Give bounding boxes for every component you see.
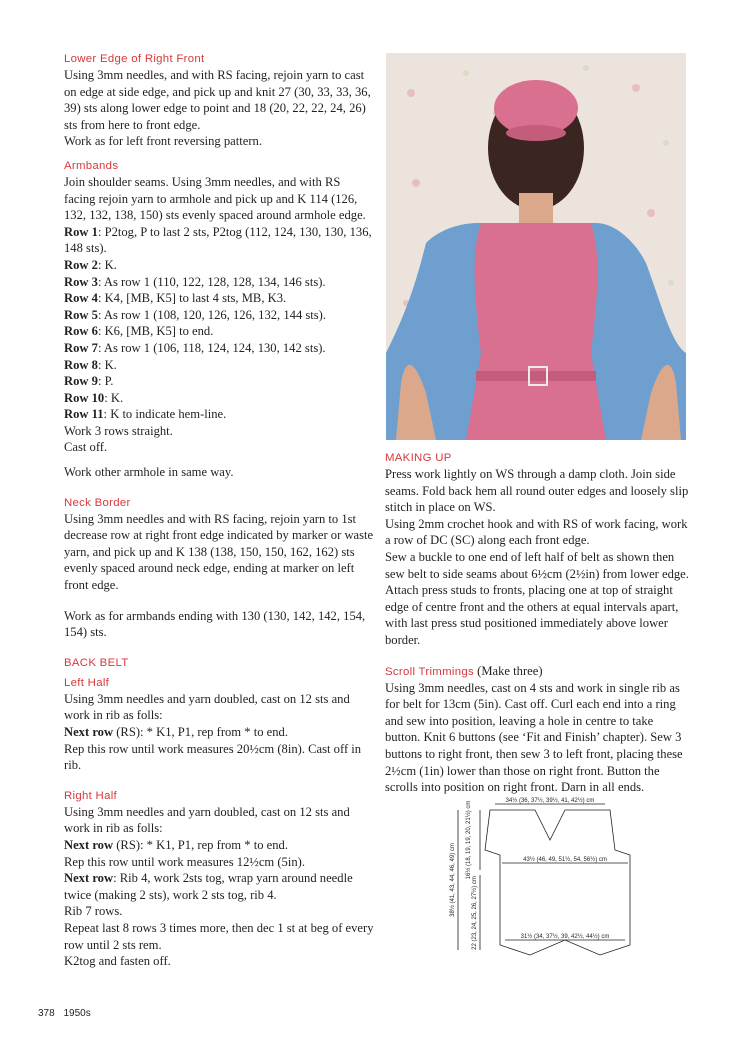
armband-row: Row 4: K4, [MB, K5] to last 4 sts, MB, K3. <box>64 291 287 306</box>
right-half-intro: Using 3mm needles and yarn doubled, cast on 12 sts and work in rib as folls: <box>64 804 350 836</box>
left-column <box>64 51 374 970</box>
armband-row: Row 10: K. <box>64 390 124 405</box>
back-belt <box>476 371 596 381</box>
armband-row: Row 7: As row 1 (106, 118, 124, 124, 130, 142 sts). <box>64 340 326 355</box>
armband-rows <box>64 224 374 423</box>
making-up-p3: Sew a buckle to one end of left half of belt as shown then sew belt to side seams about 6½cm (2½in) from lower edge. <box>385 549 689 581</box>
armband-row: Row 5: As row 1 (108, 120, 126, 126, 132, 144 sts). <box>64 307 327 322</box>
neck-border-text-2: Work as for armbands ending with 130 (130, 142, 142, 154, 154) sts. <box>64 608 366 640</box>
right-half-l5: K2tog and fasten off. <box>64 954 171 969</box>
armbands-after-2: Cast off. <box>64 440 108 455</box>
knitted-vest <box>466 223 606 440</box>
dim-side: 22 (23, 24, 25, 26, 27½) cm <box>472 876 478 950</box>
right-half-l4: Repeat last 8 rows 3 times more, then dec 1 st at beg of every row until 2 sts rem. <box>64 920 374 952</box>
dim-bottom: 31½ (34, 37½, 39, 42½, 44½) cm <box>520 934 610 940</box>
lower-right-front-text-2: Work as for left front reversing pattern. <box>64 134 262 149</box>
section-name: 1950s <box>63 1008 91 1019</box>
left-half-end: Rep this row until work measures 20½cm (8in). Cast off in rib. <box>64 741 362 773</box>
dim-top: 34½ (36, 37½, 39½, 41, 42½) cm <box>505 798 595 804</box>
dim-total-height: 38½ (41, 43, 44, 46, 49) cm <box>450 843 456 917</box>
armband-row: Row 2: K. <box>64 257 117 272</box>
armbands-intro: Join shoulder seams. Using 3mm needles, and with RS facing rejoin yarn to armhole and pick up and K 114 (126, 132, 132, 138, 150) sts evenly spaced around armhole edge. <box>64 174 366 223</box>
heading-neck-border: Neck Border <box>64 496 131 509</box>
left-half-intro: Using 3mm needles and yarn doubled, cast on 12 sts and work in rib as folls: <box>64 691 350 723</box>
heading-making-up: MAKING UP <box>385 452 452 464</box>
armband-row: Row 1: P2tog, P to last 2 sts, P2tog (112, 124, 130, 130, 136, 148 sts). <box>64 224 372 256</box>
neck-border-text: Using 3mm needles and with RS facing, rejoin yarn to 1st decrease row at right front edge indicated by marker or waste yarn, and pick up and K 138 (138, 150, 150, 162, 162) sts evenly spaced around neck edge, ending at marker on left front edge. <box>64 511 374 593</box>
armbands-other: Work other armhole in same way. <box>64 465 234 480</box>
heading-back-belt: BACK BELT <box>64 656 129 669</box>
making-up-p4: Attach press studs to fronts, placing one at top of straight edge of centre front and the others at equal intervals apart, with last press stud positioned immediately above lower border. <box>385 583 679 647</box>
right-half-row2: Next row: Rib 4, work 2sts tog, wrap yarn around needle twice (making 2 sts), work 2 sts tog, rib 4. <box>64 871 353 902</box>
armbands-after-1: Work 3 rows straight. <box>64 423 173 438</box>
model-photo-illustration <box>386 53 686 440</box>
making-up-p1: Press work lightly on WS through a damp cloth. Join side seams. Fold back hem all round outer edges and loosely slip stitch in place on WS. <box>385 467 689 515</box>
scroll-text: Using 3mm needles, cast on 4 sts and work in single rib as for belt for 13cm (5in). Cast off. Curl each end into a ring and sew into position, leaving a hole in centre to take button. Knit 6 buttons (see ‘Fit and Finish’ chapter). Sew 3 buttons to right front, then sew 3 to left front, placing these 2½cm (1in) lower than those on right front. Button the scrolls into position on right front. Darn in all ends. <box>385 680 683 795</box>
heading-lower-edge-right-front: Lower Edge of Right Front <box>64 53 205 65</box>
model-photo <box>386 53 686 440</box>
right-column <box>385 450 691 796</box>
armband-row: Row 6: K6, [MB, K5] to end. <box>64 324 214 339</box>
lower-right-front-text: Using 3mm needles, and with RS facing, rejoin yarn to cast on edge at side edge, and pick up and knit 27 (30, 33, 33, 36, 39) sts along lower edge to point and 18 (20, 22, 22, 24, 26) sts from here to front edge. <box>64 68 371 132</box>
heading-armbands: Armbands <box>64 159 119 172</box>
neck <box>519 193 553 223</box>
dim-armhole: 16½ (18, 19, 19, 20, 21½) cm <box>466 800 472 880</box>
armband-row: Row 3: As row 1 (110, 122, 128, 128, 134, 146 sts). <box>64 274 326 289</box>
right-half-l3: Rib 7 rows. <box>64 904 123 919</box>
heading-scroll-trimmings: Scroll Trimmings (Make three) <box>385 663 543 678</box>
armband-row: Row 11: K to indicate hem-line. <box>64 407 227 422</box>
page-footer <box>38 1008 97 1019</box>
heading-right-half: Right Half <box>64 789 118 802</box>
armband-row: Row 8: K. <box>64 357 117 372</box>
beret-band <box>506 125 566 141</box>
making-up-p2: Using 2mm crochet hook and with RS of work facing, work a row of DC (SC) along each front edge. <box>385 516 688 548</box>
heading-left-half: Left Half <box>64 676 110 689</box>
right-half-row: Next row (RS): * K1, P1, rep from * to end. <box>64 837 288 852</box>
page-number: 378 <box>38 1008 55 1019</box>
armband-row: Row 9: P. <box>64 374 114 389</box>
dim-chest: 43½ (46, 49, 51½, 54, 56½) cm <box>523 857 607 863</box>
left-half-row: Next row (RS): * K1, P1, rep from * to end. <box>64 725 288 739</box>
vest-schematic <box>440 795 690 960</box>
right-half-line2: Rep this row until work measures 12½cm (5in). <box>64 854 305 869</box>
